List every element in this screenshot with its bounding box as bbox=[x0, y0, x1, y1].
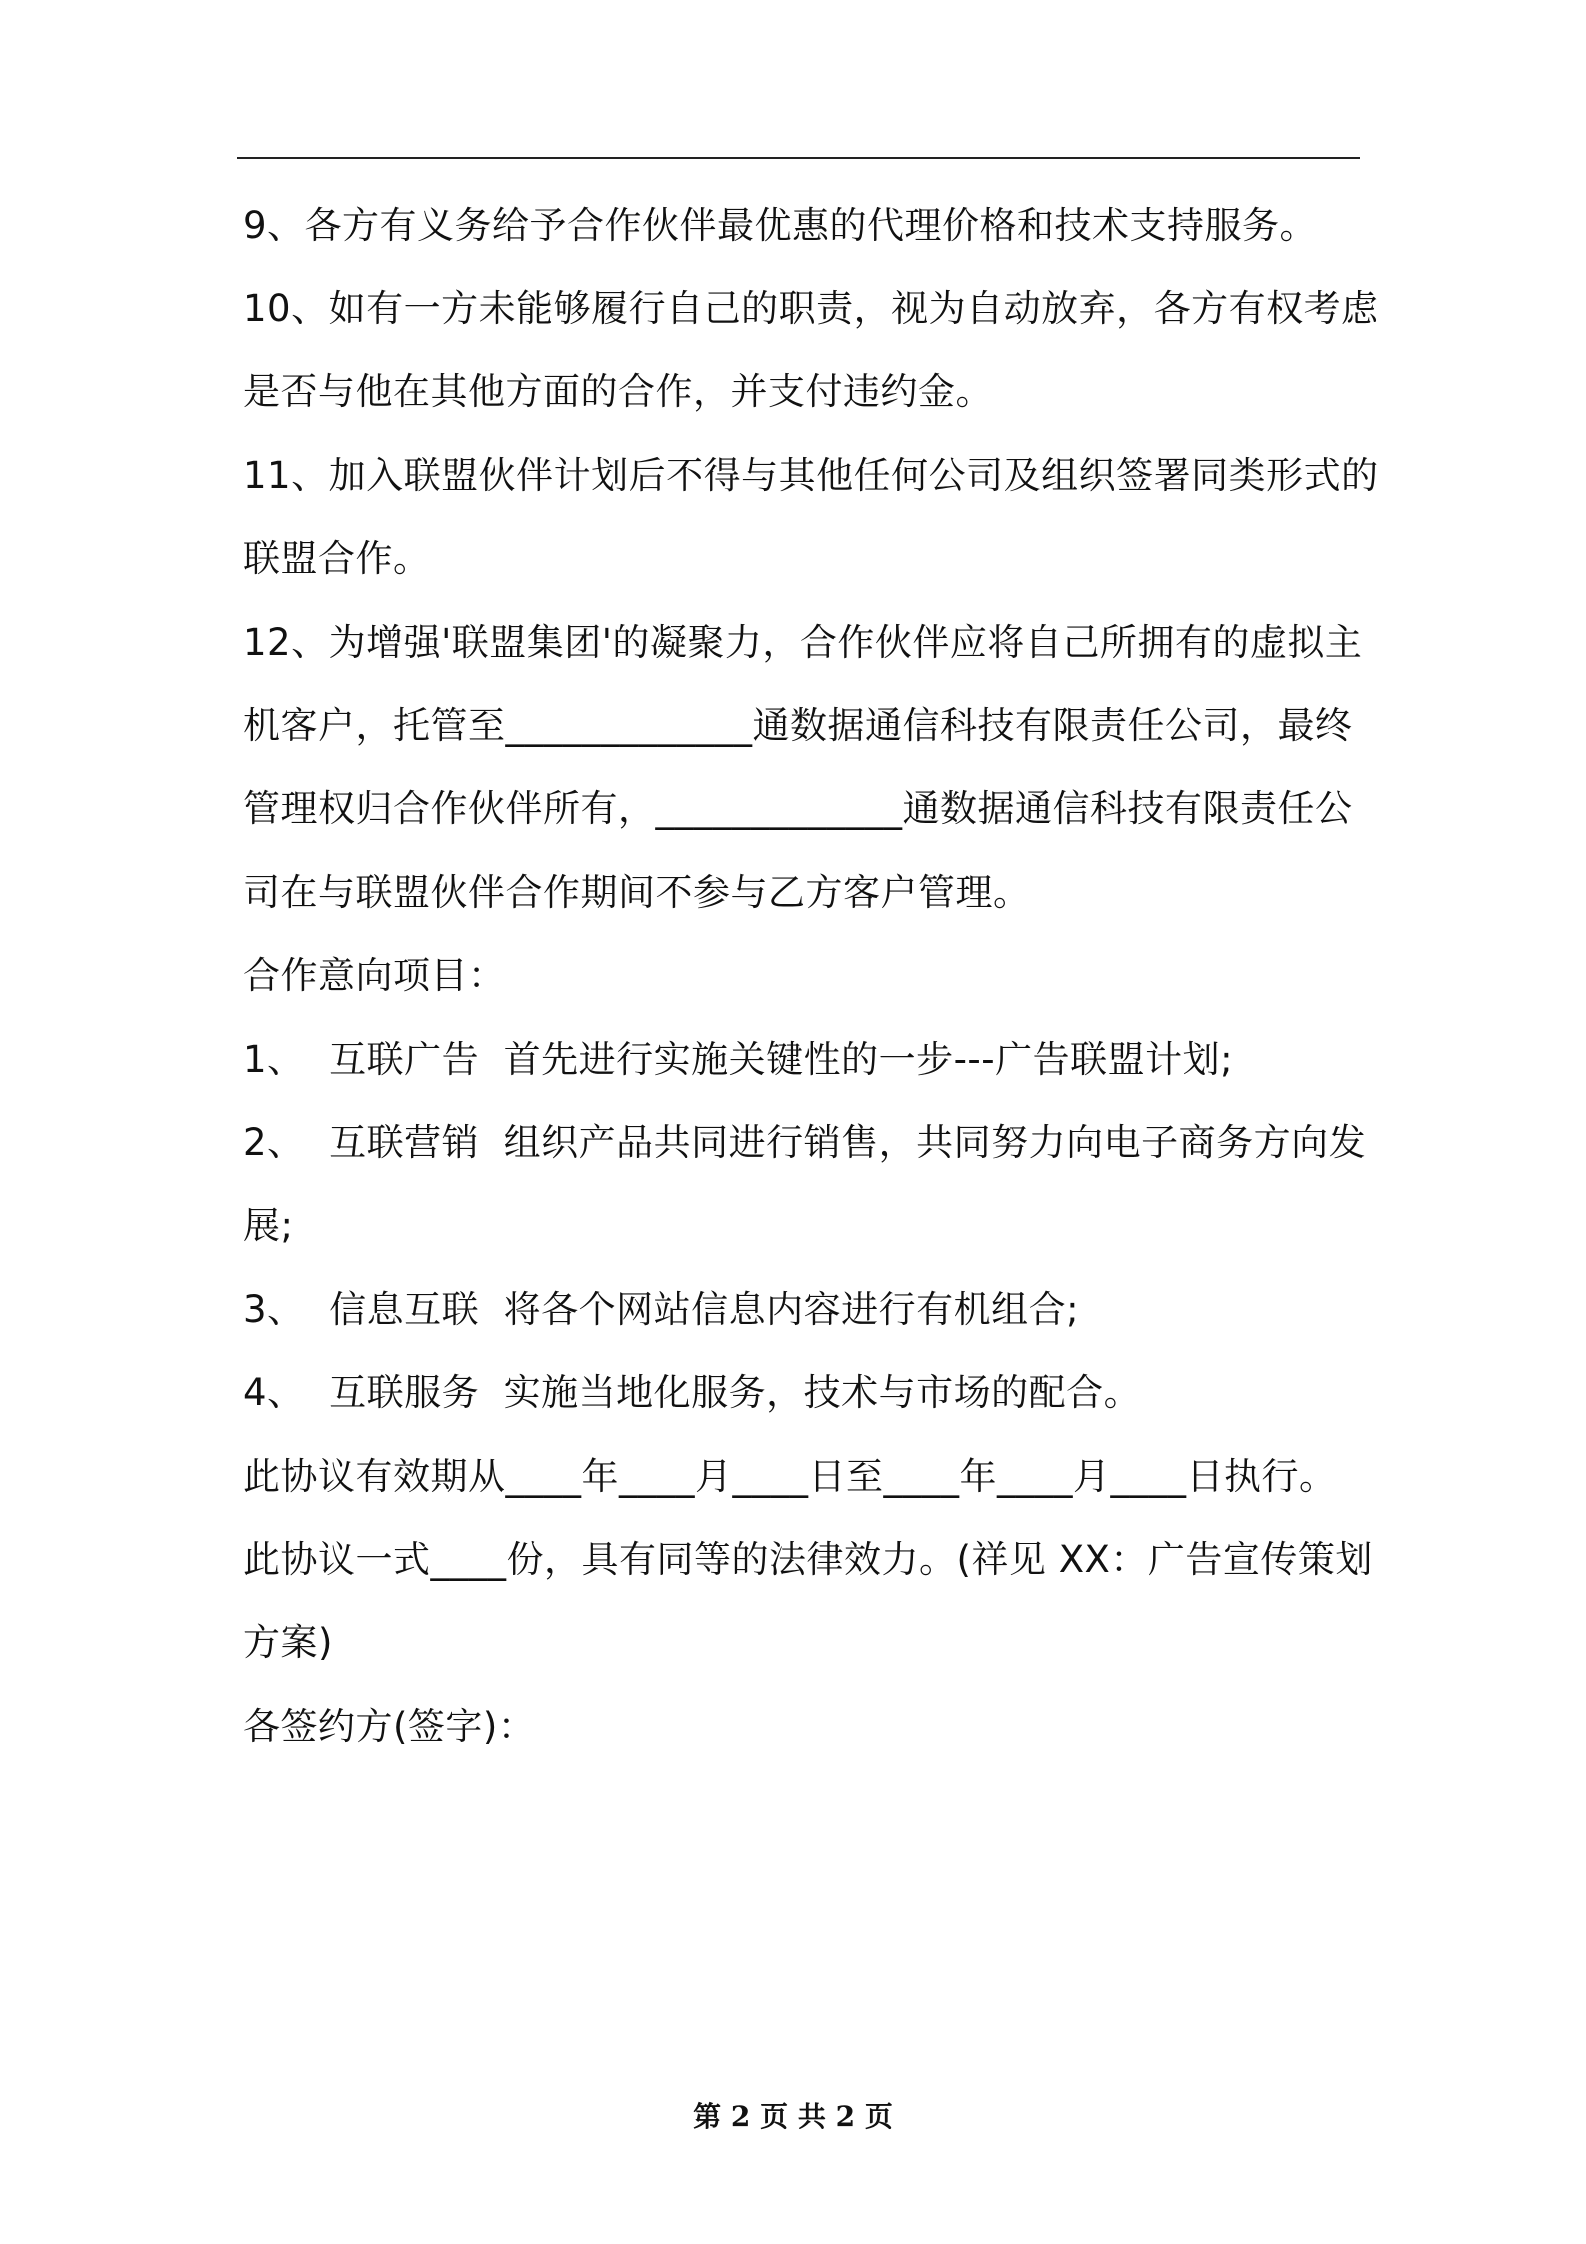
clause-12-line-1: 12、为增强'联盟集团'的凝聚力，合作伙伴应将自己所拥有的虚拟主 bbox=[243, 621, 1363, 664]
clause-12-line-4: 司在与联盟伙伴合作期间不参与乙方客户管理。 bbox=[243, 871, 1031, 914]
copies-line-1: 此协议一式____份，具有同等的法律效力。(祥见 XX：广告宣传策划 bbox=[243, 1538, 1373, 1581]
page-footer: 第 2 页 共 2 页 bbox=[693, 2100, 893, 2133]
clause-11-line-2: 联盟合作。 bbox=[243, 537, 431, 580]
clause-12-line-2: 机客户，托管至_____________通数据通信科技有限责任公司，最终 bbox=[243, 704, 1353, 747]
clause-11-line-1: 11、加入联盟伙伴计划后不得与其他任何公司及组织签署同类形式的 bbox=[243, 454, 1379, 497]
signature-label: 各签约方(签字)： bbox=[243, 1705, 536, 1748]
header-rule bbox=[237, 157, 1360, 159]
project-item-4: 4、 互联服务 实施当地化服务，技术与市场的配合。 bbox=[243, 1371, 1142, 1414]
clause-10-line-2: 是否与他在其他方面的合作，并支付违约金。 bbox=[243, 370, 993, 413]
clause-9-line: 9、各方有义务给予合作伙伴最优惠的代理价格和技术支持服务。 bbox=[243, 204, 1318, 247]
validity-period-line: 此协议有效期从____年____月____日至____年____月____日执行。 bbox=[243, 1455, 1337, 1498]
project-item-2-line-1: 2、 互联营销 组织产品共同进行销售，共同努力向电子商务方向发 bbox=[243, 1121, 1367, 1164]
copies-line-2: 方案) bbox=[243, 1621, 333, 1664]
clause-10-line-1: 10、如有一方未能够履行自己的职责，视为自动放弃，各方有权考虑 bbox=[243, 287, 1379, 330]
section-heading: 合作意向项目： bbox=[243, 954, 506, 997]
project-item-3: 3、 信息互联 将各个网站信息内容进行有机组合; bbox=[243, 1288, 1080, 1331]
clause-12-line-3: 管理权归合作伙伴所有，_____________通数据通信科技有限责任公 bbox=[243, 787, 1353, 830]
project-item-1: 1、 互联广告 首先进行实施关键性的一步---广告联盟计划; bbox=[243, 1038, 1234, 1081]
project-item-2-line-2: 展; bbox=[243, 1204, 294, 1247]
